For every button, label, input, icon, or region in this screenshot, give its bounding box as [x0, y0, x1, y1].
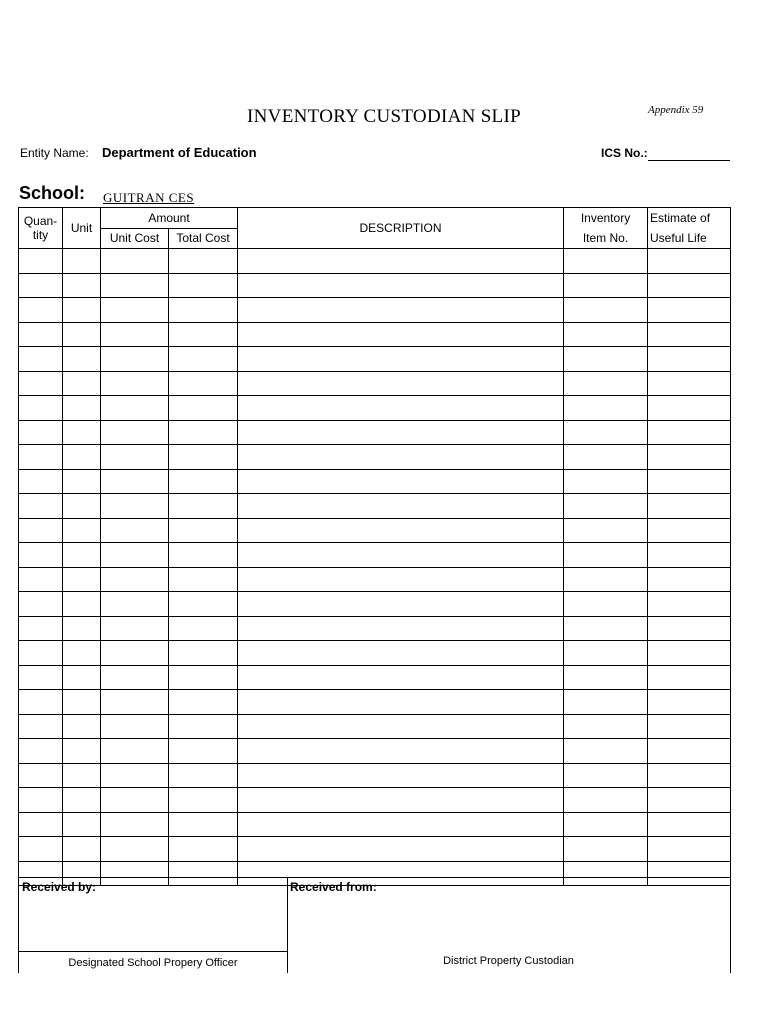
unit-cost-header: Unit Cost	[101, 228, 169, 249]
table-row	[19, 469, 731, 494]
unit-cell[interactable]	[63, 641, 101, 666]
quantity-cell[interactable]	[19, 322, 63, 347]
inventory-item-cell[interactable]	[564, 543, 648, 568]
received-from-label: Received from:	[290, 880, 377, 894]
table-row	[19, 298, 731, 323]
quantity-cell[interactable]	[19, 543, 63, 568]
quantity-header-line2: tity	[32, 228, 49, 242]
school-label: School:	[19, 183, 85, 203]
total-cost-cell[interactable]	[169, 298, 238, 323]
unit-cost-cell[interactable]	[101, 739, 169, 764]
useful-life-cell[interactable]	[648, 714, 731, 739]
description-cell[interactable]	[238, 763, 564, 788]
unit-cost-cell[interactable]	[101, 420, 169, 445]
unit-cost-cell[interactable]	[101, 371, 169, 396]
description-cell[interactable]	[238, 567, 564, 592]
received-by-label: Received by:	[22, 880, 97, 894]
inventory-item-cell[interactable]	[564, 788, 648, 813]
unit-cost-cell[interactable]	[101, 665, 169, 690]
unit-cost-cell[interactable]	[101, 322, 169, 347]
useful-life-cell[interactable]	[648, 812, 731, 837]
ics-number-label: ICS No.:	[601, 146, 648, 160]
inventory-table	[18, 207, 731, 886]
description-cell[interactable]	[238, 273, 564, 298]
unit-cell[interactable]	[63, 739, 101, 764]
total-cost-cell[interactable]	[169, 371, 238, 396]
total-cost-cell[interactable]	[169, 641, 238, 666]
unit-cell[interactable]	[63, 837, 101, 862]
unit-cost-cell[interactable]	[101, 494, 169, 519]
unit-cell[interactable]	[63, 396, 101, 421]
quantity-cell[interactable]	[19, 469, 63, 494]
form-title: INVENTORY CUSTODIAN SLIP	[247, 106, 521, 127]
quantity-cell[interactable]	[19, 494, 63, 519]
inventory-item-cell[interactable]	[564, 420, 648, 445]
total-cost-cell[interactable]	[169, 396, 238, 421]
quantity-header	[19, 208, 63, 249]
unit-cost-cell[interactable]	[101, 690, 169, 715]
useful-life-cell[interactable]	[648, 298, 731, 323]
quantity-cell[interactable]	[19, 592, 63, 617]
quantity-cell[interactable]	[19, 347, 63, 372]
unit-cell[interactable]	[63, 567, 101, 592]
table-row	[19, 665, 731, 690]
unit-cell[interactable]	[63, 469, 101, 494]
unit-cost-cell[interactable]	[101, 763, 169, 788]
description-cell[interactable]	[238, 714, 564, 739]
useful-life-cell[interactable]	[648, 445, 731, 470]
description-cell[interactable]	[238, 249, 564, 274]
quantity-cell[interactable]	[19, 396, 63, 421]
inventory-item-cell[interactable]	[564, 249, 648, 274]
total-cost-cell[interactable]	[169, 518, 238, 543]
description-cell[interactable]	[238, 518, 564, 543]
school-value: GUITRAN CES	[103, 190, 195, 205]
description-cell[interactable]	[238, 298, 564, 323]
quantity-cell[interactable]	[19, 739, 63, 764]
quantity-header-line1: Quan-	[23, 214, 58, 228]
inventory-item-cell[interactable]	[564, 837, 648, 862]
inventory-item-cell[interactable]	[564, 298, 648, 323]
inventory-item-cell[interactable]	[564, 641, 648, 666]
inventory-header-line1: Inventory	[580, 211, 631, 225]
unit-cost-cell[interactable]	[101, 445, 169, 470]
table-row	[19, 396, 731, 421]
signature-section	[18, 877, 731, 973]
unit-cost-cell[interactable]	[101, 298, 169, 323]
quantity-cell[interactable]	[19, 273, 63, 298]
inventory-item-cell[interactable]	[564, 494, 648, 519]
useful-life-cell[interactable]	[648, 371, 731, 396]
unit-cell[interactable]	[63, 347, 101, 372]
total-cost-cell[interactable]	[169, 616, 238, 641]
unit-cell[interactable]	[63, 298, 101, 323]
unit-cost-cell[interactable]	[101, 518, 169, 543]
quantity-cell[interactable]	[19, 763, 63, 788]
total-cost-cell[interactable]	[169, 763, 238, 788]
description-cell[interactable]	[238, 616, 564, 641]
inventory-item-cell[interactable]	[564, 592, 648, 617]
useful-life-cell[interactable]	[648, 273, 731, 298]
useful-life-cell[interactable]	[648, 788, 731, 813]
inventory-item-cell[interactable]	[564, 739, 648, 764]
total-cost-cell[interactable]	[169, 788, 238, 813]
unit-cell[interactable]	[63, 690, 101, 715]
total-cost-cell[interactable]	[169, 812, 238, 837]
entity-name-value: Department of Education	[102, 145, 257, 160]
unit-cell[interactable]	[63, 371, 101, 396]
total-cost-cell[interactable]	[169, 567, 238, 592]
table-row	[19, 714, 731, 739]
inventory-item-cell[interactable]	[564, 273, 648, 298]
quantity-cell[interactable]	[19, 812, 63, 837]
quantity-cell[interactable]	[19, 665, 63, 690]
unit-cell[interactable]	[63, 322, 101, 347]
useful-life-cell[interactable]	[648, 543, 731, 568]
total-cost-cell[interactable]	[169, 469, 238, 494]
description-cell[interactable]	[238, 739, 564, 764]
table-row	[19, 445, 731, 470]
table-row	[19, 812, 731, 837]
useful-life-cell[interactable]	[648, 494, 731, 519]
amount-header: Amount	[101, 208, 238, 229]
table-row	[19, 420, 731, 445]
table-row	[19, 322, 731, 347]
inventory-item-cell[interactable]	[564, 445, 648, 470]
unit-cost-cell[interactable]	[101, 469, 169, 494]
description-cell[interactable]	[238, 543, 564, 568]
useful-life-cell[interactable]	[648, 763, 731, 788]
unit-cell[interactable]	[63, 665, 101, 690]
unit-cell[interactable]	[63, 812, 101, 837]
estimate-header-line2: Useful Life	[650, 231, 707, 245]
inventory-item-cell[interactable]	[564, 812, 648, 837]
unit-cell[interactable]	[63, 445, 101, 470]
unit-cost-cell[interactable]	[101, 616, 169, 641]
description-cell[interactable]	[238, 788, 564, 813]
table-row	[19, 347, 731, 372]
useful-life-cell[interactable]	[648, 690, 731, 715]
unit-cell[interactable]	[63, 763, 101, 788]
description-cell[interactable]	[238, 690, 564, 715]
quantity-cell[interactable]	[19, 445, 63, 470]
total-cost-cell[interactable]	[169, 420, 238, 445]
quantity-cell[interactable]	[19, 420, 63, 445]
unit-cost-cell[interactable]	[101, 592, 169, 617]
table-row	[19, 763, 731, 788]
unit-cell[interactable]	[63, 494, 101, 519]
unit-cost-cell[interactable]	[101, 567, 169, 592]
useful-life-cell[interactable]	[648, 469, 731, 494]
inventory-item-cell[interactable]	[564, 567, 648, 592]
useful-life-cell[interactable]	[648, 739, 731, 764]
total-cost-cell[interactable]	[169, 543, 238, 568]
estimate-header-line1: Estimate of	[650, 211, 711, 225]
quantity-cell[interactable]	[19, 567, 63, 592]
unit-header: Unit	[63, 208, 101, 249]
table-row	[19, 592, 731, 617]
unit-cost-cell[interactable]	[101, 396, 169, 421]
useful-life-cell[interactable]	[648, 249, 731, 274]
district-custodian-label: District Property Custodian	[443, 955, 574, 967]
unit-cost-cell[interactable]	[101, 347, 169, 372]
table-row	[19, 371, 731, 396]
inventory-item-cell[interactable]	[564, 665, 648, 690]
description-cell[interactable]	[238, 371, 564, 396]
description-cell[interactable]	[238, 665, 564, 690]
unit-cost-cell[interactable]	[101, 788, 169, 813]
unit-cost-cell[interactable]	[101, 714, 169, 739]
quantity-cell[interactable]	[19, 641, 63, 666]
unit-cell[interactable]	[63, 518, 101, 543]
description-header: DESCRIPTION	[238, 208, 564, 249]
quantity-cell[interactable]	[19, 690, 63, 715]
table-row	[19, 518, 731, 543]
inventory-header-line2: Item No.	[582, 231, 629, 245]
total-cost-cell[interactable]	[169, 347, 238, 372]
quantity-cell[interactable]	[19, 371, 63, 396]
ics-number-field[interactable]	[648, 160, 730, 161]
entity-name-label: Entity Name:	[20, 146, 89, 160]
description-cell[interactable]	[238, 322, 564, 347]
total-cost-cell[interactable]	[169, 592, 238, 617]
signature-line	[19, 951, 287, 952]
useful-life-cell[interactable]	[648, 518, 731, 543]
unit-cost-cell[interactable]	[101, 812, 169, 837]
quantity-cell[interactable]	[19, 249, 63, 274]
total-cost-cell[interactable]	[169, 494, 238, 519]
useful-life-cell[interactable]	[648, 641, 731, 666]
description-cell[interactable]	[238, 469, 564, 494]
total-cost-cell[interactable]	[169, 665, 238, 690]
unit-cell[interactable]	[63, 420, 101, 445]
inventory-item-header	[564, 208, 648, 249]
table-row	[19, 690, 731, 715]
description-cell[interactable]	[238, 396, 564, 421]
description-cell[interactable]	[238, 494, 564, 519]
quantity-cell[interactable]	[19, 837, 63, 862]
total-cost-cell[interactable]	[169, 690, 238, 715]
description-cell[interactable]	[238, 445, 564, 470]
description-cell[interactable]	[238, 812, 564, 837]
unit-cell[interactable]	[63, 249, 101, 274]
table-row	[19, 837, 731, 862]
designated-officer-label: Designated School Propery Officer	[68, 957, 238, 969]
inventory-item-cell[interactable]	[564, 714, 648, 739]
useful-life-cell[interactable]	[648, 322, 731, 347]
quantity-cell[interactable]	[19, 788, 63, 813]
total-cost-cell[interactable]	[169, 273, 238, 298]
unit-cell[interactable]	[63, 714, 101, 739]
useful-life-cell[interactable]	[648, 567, 731, 592]
inventory-item-cell[interactable]	[564, 763, 648, 788]
table-row	[19, 273, 731, 298]
useful-life-cell[interactable]	[648, 665, 731, 690]
unit-cell[interactable]	[63, 592, 101, 617]
description-cell[interactable]	[238, 347, 564, 372]
table-row	[19, 788, 731, 813]
unit-cost-cell[interactable]	[101, 273, 169, 298]
quantity-cell[interactable]	[19, 714, 63, 739]
total-cost-header: Total Cost	[169, 228, 238, 249]
total-cost-cell[interactable]	[169, 249, 238, 274]
total-cost-cell[interactable]	[169, 445, 238, 470]
unit-cell[interactable]	[63, 543, 101, 568]
table-row	[19, 739, 731, 764]
description-cell[interactable]	[238, 837, 564, 862]
unit-cell[interactable]	[63, 788, 101, 813]
table-row	[19, 567, 731, 592]
table-row	[19, 616, 731, 641]
inventory-item-cell[interactable]	[564, 347, 648, 372]
unit-cell[interactable]	[63, 273, 101, 298]
description-cell[interactable]	[238, 592, 564, 617]
inventory-item-cell[interactable]	[564, 616, 648, 641]
inventory-item-cell[interactable]	[564, 690, 648, 715]
useful-life-cell[interactable]	[648, 347, 731, 372]
useful-life-cell[interactable]	[648, 616, 731, 641]
description-cell[interactable]	[238, 420, 564, 445]
useful-life-cell[interactable]	[648, 396, 731, 421]
unit-cost-cell[interactable]	[101, 641, 169, 666]
unit-cell[interactable]	[63, 616, 101, 641]
table-row	[19, 641, 731, 666]
total-cost-cell[interactable]	[169, 739, 238, 764]
description-cell[interactable]	[238, 641, 564, 666]
total-cost-cell[interactable]	[169, 714, 238, 739]
unit-cost-cell[interactable]	[101, 543, 169, 568]
appendix-label: Appendix 59	[648, 104, 704, 116]
table-row	[19, 543, 731, 568]
inventory-item-cell[interactable]	[564, 469, 648, 494]
table-row	[19, 494, 731, 519]
quantity-cell[interactable]	[19, 298, 63, 323]
quantity-cell[interactable]	[19, 616, 63, 641]
useful-life-cell[interactable]	[648, 592, 731, 617]
table-row	[19, 249, 731, 274]
useful-life-cell[interactable]	[648, 837, 731, 862]
inventory-item-cell[interactable]	[564, 322, 648, 347]
total-cost-cell[interactable]	[169, 837, 238, 862]
useful-life-cell[interactable]	[648, 420, 731, 445]
useful-life-header	[648, 208, 731, 249]
quantity-cell[interactable]	[19, 518, 63, 543]
inventory-item-cell[interactable]	[564, 518, 648, 543]
unit-cost-cell[interactable]	[101, 249, 169, 274]
inventory-item-cell[interactable]	[564, 371, 648, 396]
inventory-item-cell[interactable]	[564, 396, 648, 421]
total-cost-cell[interactable]	[169, 322, 238, 347]
unit-cost-cell[interactable]	[101, 837, 169, 862]
